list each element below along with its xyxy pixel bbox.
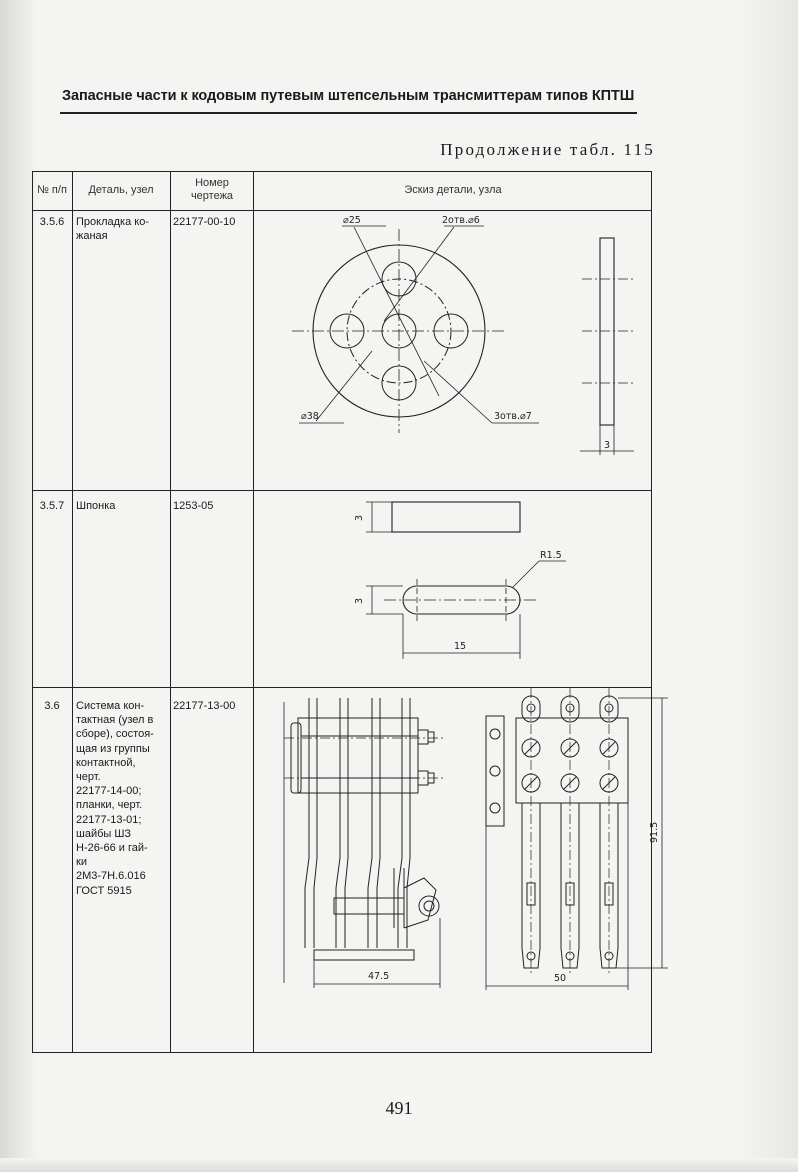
dim-key-height-bottom: 3: [354, 597, 365, 604]
front-view: [486, 688, 668, 990]
sketch-gasket: [254, 211, 652, 491]
row-drawing: 22177-13-00: [173, 700, 236, 712]
col-header-part: Деталь, узел: [88, 184, 154, 196]
part-line: сборе), состоя-: [76, 728, 154, 741]
row-part: [76, 499, 168, 513]
col-header-num: № п/п: [37, 184, 67, 196]
part-line: 22177-13-01;: [76, 813, 142, 826]
part-line: планки, черт.: [76, 799, 143, 812]
side-view: [284, 698, 444, 988]
page-number: 491: [385, 1098, 413, 1118]
part-line: жаная: [76, 230, 108, 243]
part-line: шайбы ШЗ: [76, 827, 132, 840]
dim-key-length: 15: [454, 641, 467, 652]
dim-key-radius: R1.5: [540, 550, 562, 561]
table-continuation-label: Продолжение табл. 115: [440, 140, 655, 159]
part-line: 22177-14-00;: [76, 785, 142, 798]
dim-d38: ⌀38: [301, 411, 319, 422]
part-line: 2М3-7Н.6.016: [76, 870, 146, 883]
part-line: тактная (узел в: [76, 714, 154, 727]
dim-holes7: 3отв.⌀7: [494, 411, 532, 422]
sketch-contact-system: [254, 688, 660, 1053]
part-line: контактной,: [76, 756, 136, 769]
sketch-key: [254, 491, 652, 688]
row-num: 3.5.6: [39, 216, 65, 228]
part-line: щая из группы: [76, 742, 150, 755]
row-num: 3.6: [44, 700, 60, 712]
scan-shadow-bottom: [0, 1158, 798, 1172]
part-line: Прокладка ко-: [76, 216, 149, 228]
dim-holes6: 2отв.⌀6: [442, 215, 480, 226]
row-part: [76, 215, 168, 243]
row-num: 3.5.7: [39, 500, 65, 512]
col-header-sketch: Эскиз детали, узла: [404, 184, 502, 196]
part-line: ГОСТ 5915: [76, 884, 132, 897]
row-drawing: 22177-00-10: [173, 216, 236, 228]
dim-side-width: 47.5: [368, 971, 390, 982]
row-drawing: 1253-05: [173, 500, 214, 512]
row-part: [76, 699, 170, 898]
header-rule: [60, 112, 637, 114]
part-line: Н-26-66 и гай-: [76, 842, 148, 855]
col-header-drawing: Номер чертежа: [190, 177, 234, 202]
part-line: черт.: [76, 771, 101, 784]
running-header: Запасные части к кодовым путевым штепсельным трансмиттерам типов КПТШ: [62, 88, 635, 104]
part-line: Система кон-: [76, 700, 145, 712]
scan-shadow-right: [738, 0, 798, 1172]
parts-table: [32, 171, 660, 1053]
dim-height: 91.5: [649, 821, 660, 843]
dim-front-width: 50: [554, 973, 567, 984]
dim-d25: ⌀25: [343, 215, 361, 226]
dim-thickness: 3: [604, 440, 611, 451]
part-line: Шпонка: [76, 500, 116, 512]
part-line: ки: [76, 856, 87, 869]
dim-key-height-top: 3: [354, 514, 365, 521]
